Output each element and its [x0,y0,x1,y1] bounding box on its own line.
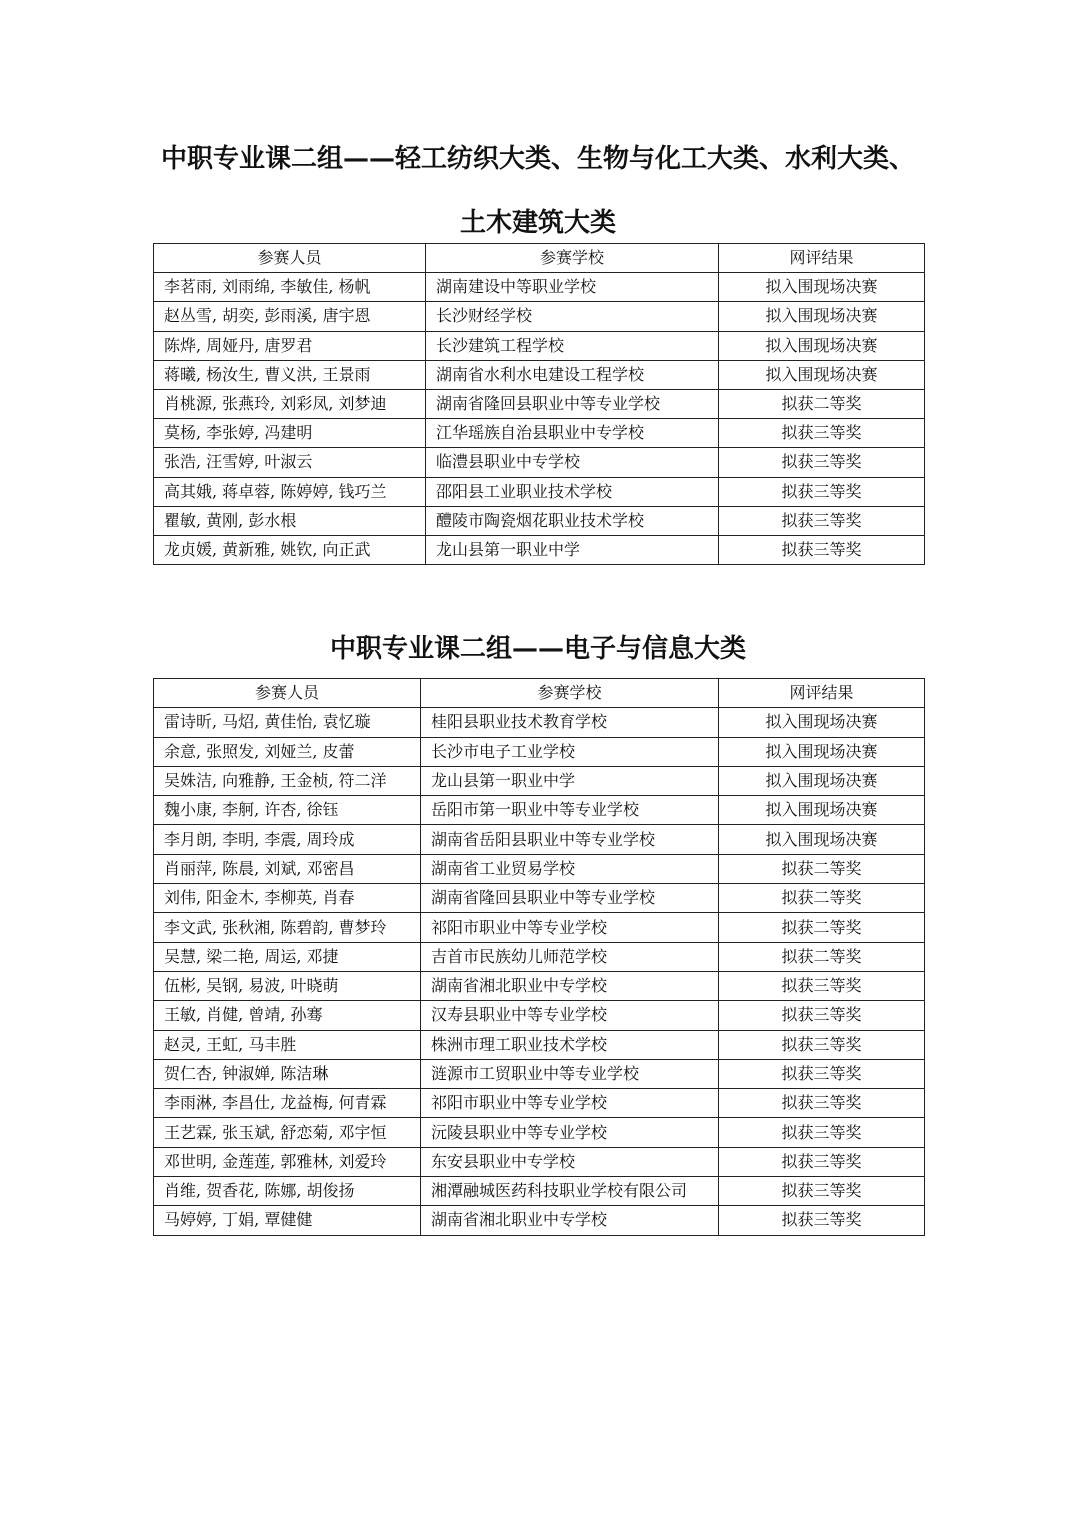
table-body-2 [154,708,925,1235]
table-row [154,535,925,564]
cell-participants: 龙贞媛, 黄新雅, 姚钦, 向正武 [154,535,426,564]
cell-school: 湖南省湘北职业中专学校 [421,971,719,1000]
header-school: 参赛学校 [426,244,719,273]
cell-school: 湖南省岳阳县职业中等专业学校 [421,825,719,854]
table-header-row [154,244,925,273]
results-table-2 [153,678,925,1236]
cell-participants: 李月朗, 李明, 李震, 周玲成 [154,825,421,854]
table-row [154,854,925,883]
header-result: 网评结果 [719,244,925,273]
cell-school: 东安县职业中专学校 [421,1147,719,1176]
cell-participants: 贺仁杏, 钟淑婵, 陈洁琳 [154,1059,421,1088]
cell-participants: 瞿敏, 黄刚, 彭水根 [154,506,426,535]
cell-participants: 陈烨, 周娅丹, 唐罗君 [154,331,426,360]
table-row [154,331,925,360]
cell-school: 临澧县职业中专学校 [426,448,719,477]
cell-school: 长沙市电子工业学校 [421,737,719,766]
cell-school: 湖南省湘北职业中专学校 [421,1206,719,1235]
cell-result: 拟入围现场决赛 [719,273,925,302]
cell-school: 祁阳市职业中等专业学校 [421,913,719,942]
cell-result: 拟入围现场决赛 [719,360,925,389]
cell-school: 祁阳市职业中等专业学校 [421,1089,719,1118]
cell-result: 拟获二等奖 [719,913,925,942]
table-row [154,448,925,477]
cell-participants: 王艺霖, 张玉斌, 舒恋菊, 邓宇恒 [154,1118,421,1147]
table-row [154,1059,925,1088]
table-row [154,1206,925,1235]
table-row [154,273,925,302]
cell-result: 拟获三等奖 [719,1089,925,1118]
table-row [154,1089,925,1118]
cell-participants: 伍彬, 吴钢, 易波, 叶晓萌 [154,971,421,1000]
header-participants: 参赛人员 [154,244,426,273]
section-title-1: 中职专业课二组——轻工纺织大类、生物与化工大类、水利大类、土木建筑大类 [160,144,915,238]
cell-school: 岳阳市第一职业中等专业学校 [421,796,719,825]
results-table-1 [153,243,925,565]
cell-result: 拟获三等奖 [719,1177,925,1206]
table-row [154,942,925,971]
cell-participants: 李茗雨, 刘雨绵, 李敏佳, 杨帆 [154,273,426,302]
table-row [154,1001,925,1030]
cell-result: 拟获三等奖 [719,1059,925,1088]
cell-school: 吉首市民族幼儿师范学校 [421,942,719,971]
cell-school: 湖南建设中等职业学校 [426,273,719,302]
cell-result: 拟获三等奖 [719,971,925,1000]
cell-school: 湖南省隆回县职业中等专业学校 [421,884,719,913]
cell-participants: 赵丛雪, 胡奕, 彭雨溪, 唐宇恩 [154,302,426,331]
table-row [154,360,925,389]
cell-result: 拟获三等奖 [719,477,925,506]
cell-school: 湘潭融城医药科技职业学校有限公司 [421,1177,719,1206]
table-row [154,737,925,766]
cell-school: 汉寿县职业中等专业学校 [421,1001,719,1030]
section-title-2: 中职专业课二组——电子与信息大类 [329,634,746,664]
cell-participants: 余意, 张照发, 刘娅兰, 皮蕾 [154,737,421,766]
cell-participants: 王敏, 肖健, 曾靖, 孙骞 [154,1001,421,1030]
cell-participants: 马婷婷, 丁娟, 覃健健 [154,1206,421,1235]
cell-result: 拟获三等奖 [719,419,925,448]
cell-result: 拟获二等奖 [719,942,925,971]
table-row [154,419,925,448]
cell-school: 桂阳县职业技术教育学校 [421,708,719,737]
cell-result: 拟入围现场决赛 [719,766,925,795]
cell-result: 拟入围现场决赛 [719,302,925,331]
table-row [154,477,925,506]
table-row [154,708,925,737]
cell-participants: 吴姝洁, 向雅静, 王金桢, 符二洋 [154,766,421,795]
cell-school: 株洲市理工职业技术学校 [421,1030,719,1059]
cell-participants: 张浩, 汪雪婷, 叶淑云 [154,448,426,477]
cell-participants: 赵灵, 王虹, 马丰胜 [154,1030,421,1059]
table-row [154,971,925,1000]
header-result: 网评结果 [719,679,925,708]
cell-school: 涟源市工贸职业中等专业学校 [421,1059,719,1088]
table-row [154,1147,925,1176]
cell-result: 拟获三等奖 [719,1206,925,1235]
header-school: 参赛学校 [421,679,719,708]
cell-school: 邵阳县工业职业技术学校 [426,477,719,506]
cell-result: 拟获二等奖 [719,389,925,418]
cell-participants: 蒋曦, 杨汝生, 曹义洪, 王景雨 [154,360,426,389]
table-row [154,884,925,913]
cell-result: 拟入围现场决赛 [719,331,925,360]
cell-participants: 邓世明, 金莲莲, 郭雅林, 刘爱玲 [154,1147,421,1176]
cell-result: 拟入围现场决赛 [719,737,925,766]
cell-result: 拟获三等奖 [719,1001,925,1030]
header-participants: 参赛人员 [154,679,421,708]
cell-result: 拟获三等奖 [719,1118,925,1147]
cell-participants: 肖维, 贺香花, 陈娜, 胡俊扬 [154,1177,421,1206]
cell-participants: 吴慧, 梁二艳, 周运, 邓捷 [154,942,421,971]
cell-school: 湖南省隆回县职业中等专业学校 [426,389,719,418]
table-row [154,302,925,331]
cell-result: 拟获三等奖 [719,535,925,564]
cell-school: 长沙建筑工程学校 [426,331,719,360]
cell-school: 醴陵市陶瓷烟花职业技术学校 [426,506,719,535]
cell-school: 湖南省水利水电建设工程学校 [426,360,719,389]
cell-result: 拟获二等奖 [719,854,925,883]
cell-school: 江华瑶族自治县职业中专学校 [426,419,719,448]
table-row [154,1177,925,1206]
table-header-row [154,679,925,708]
cell-result: 拟获三等奖 [719,506,925,535]
cell-participants: 刘伟, 阳金木, 李柳英, 肖春 [154,884,421,913]
cell-result: 拟获三等奖 [719,1147,925,1176]
cell-participants: 莫杨, 李张婷, 冯建明 [154,419,426,448]
cell-participants: 肖丽萍, 陈晨, 刘斌, 邓密昌 [154,854,421,883]
cell-result: 拟获三等奖 [719,1030,925,1059]
table-row [154,1118,925,1147]
cell-school: 沅陵县职业中等专业学校 [421,1118,719,1147]
cell-participants: 李雨淋, 李昌仕, 龙益梅, 何青霖 [154,1089,421,1118]
cell-school: 龙山县第一职业中学 [426,535,719,564]
cell-result: 拟入围现场决赛 [719,825,925,854]
cell-school: 湖南省工业贸易学校 [421,854,719,883]
cell-result: 拟获二等奖 [719,884,925,913]
cell-result: 拟入围现场决赛 [719,708,925,737]
cell-participants: 雷诗昕, 马炤, 黄佳怡, 袁忆璇 [154,708,421,737]
cell-participants: 高其娥, 蒋卓蓉, 陈婷婷, 钱巧兰 [154,477,426,506]
cell-school: 长沙财经学校 [426,302,719,331]
table-row [154,1030,925,1059]
table-row [154,913,925,942]
table-row [154,766,925,795]
table-row [154,796,925,825]
table-row [154,825,925,854]
cell-result: 拟获三等奖 [719,448,925,477]
cell-participants: 魏小康, 李舸, 许杏, 徐钰 [154,796,421,825]
table-row [154,389,925,418]
table-body-1 [154,273,925,565]
cell-result: 拟入围现场决赛 [719,796,925,825]
cell-participants: 李文武, 张秋湘, 陈碧韵, 曹梦玲 [154,913,421,942]
table-row [154,506,925,535]
cell-school: 龙山县第一职业中学 [421,766,719,795]
cell-participants: 肖桃源, 张燕玲, 刘彩凤, 刘梦迪 [154,389,426,418]
